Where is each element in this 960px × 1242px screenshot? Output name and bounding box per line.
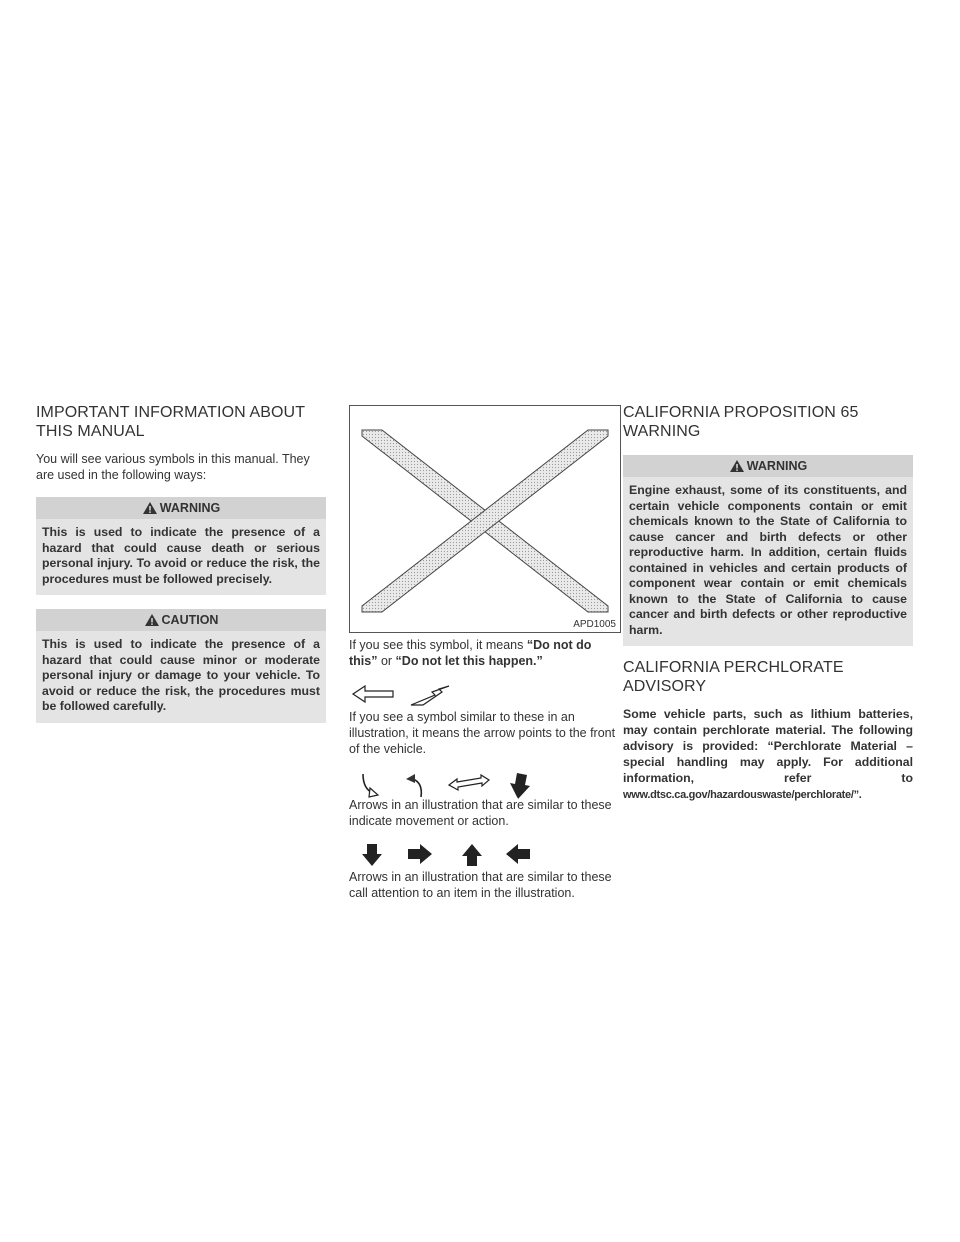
perchlorate-text: Some vehicle parts, such as lithium batteries, may contain perchlorate material. The following advisory is provided: “Perchlorate Material – special handling may apply. For additional information, refer to	[623, 707, 913, 785]
do-not-let-text: “Do not let this happen.”	[395, 654, 543, 668]
section-heading-perchlorate: CALIFORNIA PERCHLORATE ADVISORY	[623, 659, 844, 695]
curved-arrow-down-icon	[359, 771, 383, 799]
movement-arrows-row	[349, 771, 621, 797]
section-heading-important-information: IMPORTANT INFORMATION ABOUT THIS MANUAL	[36, 404, 305, 440]
arrow-left-icon	[505, 843, 531, 865]
caution-text: This is used to indicate the presence of a hazard that could cause minor or moderate personal injury or damage to your vehicle. To avoid or reduce the risk, the procedures must be followed carefully.	[36, 631, 326, 723]
column-symbols	[349, 403, 621, 901]
warning-triangle-icon	[142, 501, 158, 515]
do-not-do-text: “Do not do this”	[349, 638, 592, 668]
column-california	[623, 403, 913, 803]
prop65-warning-text: Engine exhaust, some of its constituents, and certain vehicle components contain or emit chemicals known to the State of California to cause cancer and birth defects or other reproductive harm. In addition, certain fluids contained in vehicles and certain products of component wear contain or emit chemicals known to the State of California to cause cancer and birth defects or other reproductive harm.	[623, 477, 913, 646]
figure-id: APD1005	[573, 619, 616, 630]
arrow-right-icon	[407, 843, 433, 865]
front-arrows-row	[349, 683, 621, 709]
curved-arrow-up-icon	[403, 771, 429, 799]
caution-notice	[36, 609, 326, 723]
movement-arrows-paragraph: Arrows in an illustration that are similar to these indicate movement or action.	[349, 798, 612, 828]
perchlorate-url: www.dtsc.ca.gov/hazardouswaste/perchlorate/”.	[623, 789, 862, 801]
caution-header	[36, 609, 326, 631]
intro-paragraph: You will see various symbols in this manual. They are used in the following ways:	[36, 452, 310, 482]
attention-arrows-paragraph: Arrows in an illustration that are similar to these call attention to an item in the illustration.	[349, 870, 612, 900]
arrow-down-icon	[361, 843, 383, 867]
warning-header	[36, 497, 326, 519]
double-arrow-icon	[447, 771, 491, 793]
front-arrow-straight-icon	[351, 683, 395, 705]
arrow-up-icon	[461, 843, 483, 867]
warning-label: WARNING	[159, 501, 221, 515]
x-mark-icon	[350, 406, 620, 632]
attention-arrows-row	[349, 843, 621, 869]
perchlorate-paragraph	[623, 706, 913, 803]
front-arrows-paragraph: If you see a symbol similar to these in an illustration, it means the arrow points to the front of the vehicle.	[349, 710, 616, 756]
prop65-warning-notice	[623, 455, 913, 646]
warning-text: This is used to indicate the presence of a hazard that could cause death or serious personal injury. To avoid or reduce the risk, the procedures must be followed precisely.	[36, 519, 326, 595]
do-not-figure	[349, 405, 621, 633]
or-text: or	[377, 654, 396, 668]
front-arrow-diagonal-icon	[405, 683, 451, 707]
warning-triangle-icon	[729, 459, 745, 473]
thick-arrow-down-icon	[509, 771, 531, 801]
do-not-paragraph	[349, 637, 621, 669]
prop65-warning-header	[623, 455, 913, 477]
warning-notice	[36, 497, 326, 595]
symbol-intro-text: If you see this symbol, it means	[349, 638, 527, 652]
prop65-warning-label: WARNING	[746, 459, 808, 473]
section-heading-prop65: CALIFORNIA PROPOSITION 65 WARNING	[623, 404, 859, 440]
column-important-information	[36, 403, 326, 723]
warning-triangle-icon	[144, 613, 160, 627]
caution-label: CAUTION	[161, 613, 219, 627]
